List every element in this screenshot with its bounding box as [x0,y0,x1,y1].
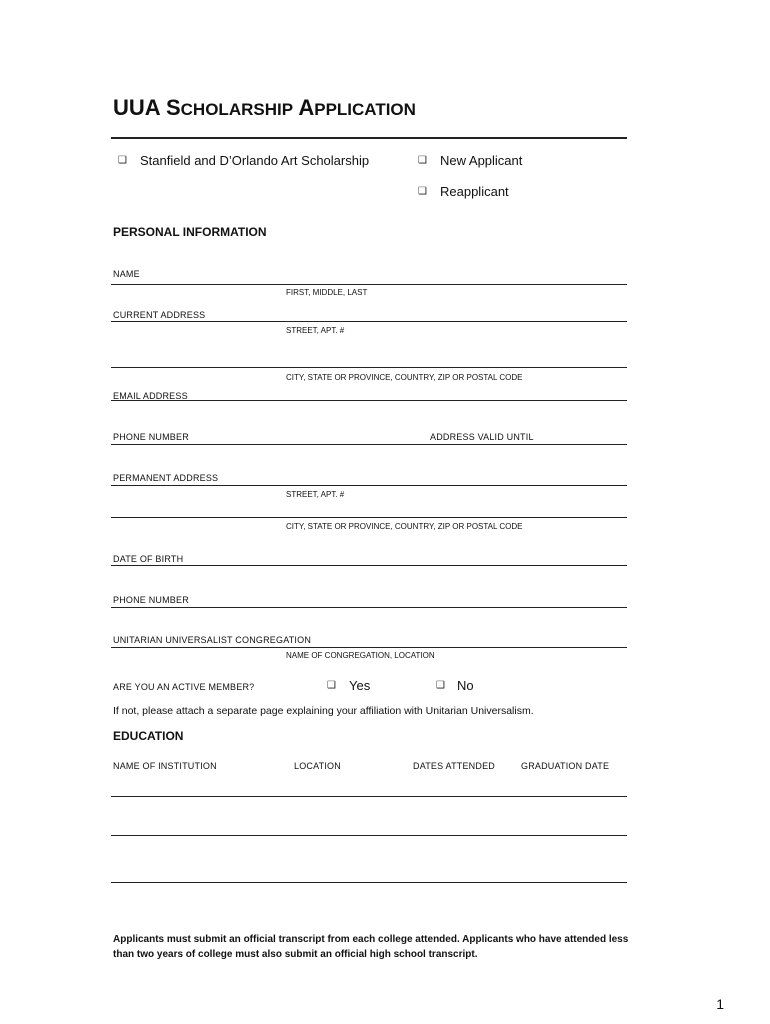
congregation-label: UNITARIAN UNIVERSALIST CONGREGATION [113,635,312,645]
education-row-3[interactable] [111,882,627,883]
current-city-sublabel: CITY, STATE OR PROVINCE, COUNTRY, ZIP OR POSTAL CODE [286,373,523,382]
phone2-field[interactable] [111,607,627,608]
dob-field[interactable] [111,565,627,566]
name-field[interactable] [111,284,627,285]
yes-label: Yes [349,678,371,693]
edu-col-dates: DATES ATTENDED [413,761,495,771]
checkbox-scholarship[interactable]: ❑ [118,155,127,166]
current-street-field[interactable] [111,321,627,322]
phone2-label: PHONE NUMBER [113,595,189,605]
congregation-field[interactable] [111,647,627,648]
edu-col-institution: NAME OF INSTITUTION [113,761,217,771]
option-scholarship-label: Stanfield and D’Orlando Art Scholarship [140,153,370,168]
active-member-label: ARE YOU AN ACTIVE MEMBER? [113,682,255,692]
permanent-street-sublabel: STREET, APT. # [286,490,345,499]
page-title: UUA SCHOLARSHIP APPLICATION [113,95,416,120]
current-city-field[interactable] [111,367,627,368]
phone-field[interactable] [111,444,627,445]
education-row-1[interactable] [111,796,627,797]
option-reapplicant-label: Reapplicant [440,184,509,199]
affiliation-note: If not, please attach a separate page explaining your affiliation with Unitarian Universalism. [113,705,534,717]
checkbox-reapplicant[interactable]: ❑ [418,186,427,197]
page-number: 1 [716,996,724,1012]
permanent-address-label: PERMANENT ADDRESS [113,473,219,483]
title-rule [111,137,627,139]
personal-info-heading: PERSONAL INFORMATION [113,225,267,239]
email-label: EMAIL ADDRESS [113,391,188,401]
education-heading: EDUCATION [113,729,184,743]
edu-col-graduation: GRADUATION DATE [521,761,610,771]
name-sublabel: FIRST, MIDDLE, LAST [286,288,368,297]
permanent-street-field[interactable] [111,485,627,486]
congregation-sublabel: NAME OF CONGREGATION, LOCATION [286,651,435,660]
education-row-2[interactable] [111,835,627,836]
current-street-sublabel: STREET, APT. # [286,326,345,335]
dob-label: DATE OF BIRTH [113,554,184,564]
transcript-note: Applicants must submit an official transcript from each college attended. Applicants who have attended less than two years of college must also submit an official high school transcript. [113,934,629,960]
checkbox-no[interactable]: ❑ [436,680,445,691]
permanent-city-sublabel: CITY, STATE OR PROVINCE, COUNTRY, ZIP OR POSTAL CODE [286,522,523,531]
permanent-city-field[interactable] [111,517,627,518]
checkbox-new-applicant[interactable]: ❑ [418,155,427,166]
current-address-label: CURRENT ADDRESS [113,310,206,320]
phone-label: PHONE NUMBER [113,432,189,442]
email-field[interactable] [111,400,627,401]
option-new-applicant-label: New Applicant [440,153,523,168]
edu-col-location: LOCATION [294,761,341,771]
checkbox-yes[interactable]: ❑ [327,680,336,691]
address-valid-until-label: ADDRESS VALID UNTIL [430,432,534,442]
name-label: NAME [113,269,140,279]
no-label: No [457,678,474,693]
